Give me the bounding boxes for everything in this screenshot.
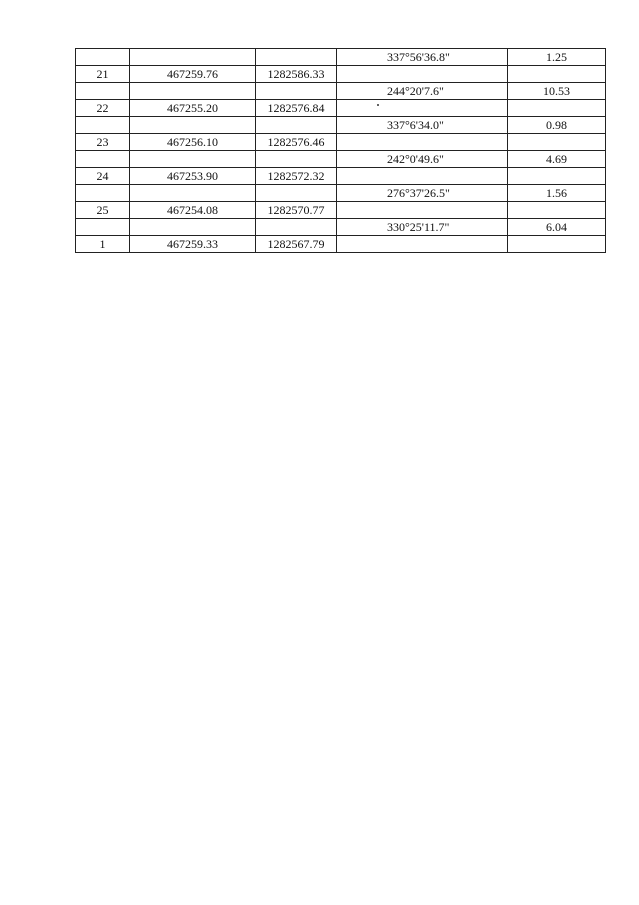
point-number-cell bbox=[76, 49, 130, 66]
direction-angle-cell bbox=[337, 100, 508, 117]
point-number-cell: 24 bbox=[76, 168, 130, 185]
distance-cell bbox=[508, 236, 606, 253]
y-coordinate-cell bbox=[256, 185, 337, 202]
y-coordinate-cell: 1282576.46 bbox=[256, 134, 337, 151]
table-row bbox=[76, 134, 606, 151]
table-row bbox=[76, 202, 606, 219]
x-coordinate-cell: 467255.20 bbox=[130, 100, 256, 117]
point-number-cell: 22 bbox=[76, 100, 130, 117]
point-number-cell bbox=[76, 117, 130, 134]
y-coordinate-cell bbox=[256, 117, 337, 134]
point-number-cell bbox=[76, 83, 130, 100]
x-coordinate-cell bbox=[130, 151, 256, 168]
distance-cell bbox=[508, 100, 606, 117]
distance-cell: 1.56 bbox=[508, 185, 606, 202]
distance-cell: 0.98 bbox=[508, 117, 606, 134]
point-number-cell bbox=[76, 185, 130, 202]
x-coordinate-cell: 467254.08 bbox=[130, 202, 256, 219]
coordinates-table bbox=[75, 48, 606, 253]
coordinates-table-body bbox=[76, 49, 606, 253]
point-number-cell: 23 bbox=[76, 134, 130, 151]
table-row bbox=[76, 83, 606, 100]
distance-cell bbox=[508, 168, 606, 185]
y-coordinate-cell: 1282586.33 bbox=[256, 66, 337, 83]
table-row bbox=[76, 49, 606, 66]
direction-angle-cell: 276°37'26.5" bbox=[337, 185, 508, 202]
direction-angle-cell bbox=[337, 66, 508, 83]
table-row bbox=[76, 219, 606, 236]
distance-cell bbox=[508, 66, 606, 83]
table-row bbox=[76, 168, 606, 185]
x-coordinate-cell bbox=[130, 49, 256, 66]
y-coordinate-cell: 1282576.84 bbox=[256, 100, 337, 117]
x-coordinate-cell: 467253.90 bbox=[130, 168, 256, 185]
point-number-cell bbox=[76, 219, 130, 236]
direction-angle-cell: 242°0'49.6" bbox=[337, 151, 508, 168]
point-number-cell: 21 bbox=[76, 66, 130, 83]
point-number-cell: 25 bbox=[76, 202, 130, 219]
direction-angle-cell bbox=[337, 202, 508, 219]
x-coordinate-cell bbox=[130, 117, 256, 134]
y-coordinate-cell: 1282567.79 bbox=[256, 236, 337, 253]
x-coordinate-cell: 467256.10 bbox=[130, 134, 256, 151]
direction-angle-cell: 244°20'7.6" bbox=[337, 83, 508, 100]
table-row bbox=[76, 185, 606, 202]
y-coordinate-cell: 1282570.77 bbox=[256, 202, 337, 219]
y-coordinate-cell bbox=[256, 49, 337, 66]
table-row bbox=[76, 100, 606, 117]
y-coordinate-cell: 1282572.32 bbox=[256, 168, 337, 185]
distance-cell: 1.25 bbox=[508, 49, 606, 66]
distance-cell: 4.69 bbox=[508, 151, 606, 168]
x-coordinate-cell bbox=[130, 185, 256, 202]
distance-cell: 10.53 bbox=[508, 83, 606, 100]
y-coordinate-cell bbox=[256, 219, 337, 236]
distance-cell bbox=[508, 202, 606, 219]
y-coordinate-cell bbox=[256, 83, 337, 100]
y-coordinate-cell bbox=[256, 151, 337, 168]
direction-angle-cell bbox=[337, 134, 508, 151]
direction-angle-cell bbox=[337, 236, 508, 253]
table-row bbox=[76, 151, 606, 168]
scan-speck bbox=[377, 104, 379, 106]
x-coordinate-cell bbox=[130, 219, 256, 236]
x-coordinate-cell bbox=[130, 83, 256, 100]
table-row bbox=[76, 236, 606, 253]
x-coordinate-cell: 467259.76 bbox=[130, 66, 256, 83]
point-number-cell: 1 bbox=[76, 236, 130, 253]
direction-angle-cell: 330°25'11.7" bbox=[337, 219, 508, 236]
table-row bbox=[76, 117, 606, 134]
point-number-cell bbox=[76, 151, 130, 168]
table-row bbox=[76, 66, 606, 83]
direction-angle-cell: 337°56'36.8" bbox=[337, 49, 508, 66]
distance-cell bbox=[508, 134, 606, 151]
distance-cell: 6.04 bbox=[508, 219, 606, 236]
x-coordinate-cell: 467259.33 bbox=[130, 236, 256, 253]
direction-angle-cell: 337°6'34.0" bbox=[337, 117, 508, 134]
direction-angle-cell bbox=[337, 168, 508, 185]
